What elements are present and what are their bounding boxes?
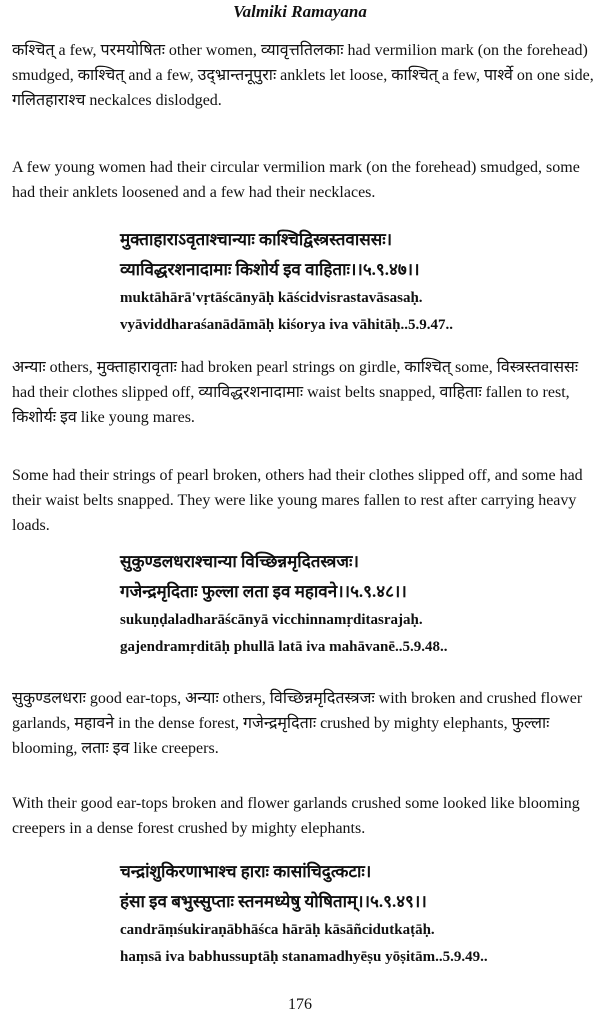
word-gloss: सुकुण्डलधराः good ear-tops, अन्याः others, विच्छिन्नमृदितस्त्रजः with broken and crushed flower garlands, महावने in the dense forest, गजेन्द्रमृदिताः crushed by mighty elephants, फुल्लाः blooming, लताः इव like creepers. [12, 690, 583, 757]
verse-5-9-49 [120, 857, 590, 971]
word-gloss: कश्चित् a few, परमयोषितः other women, व्यावृत्ततिलकाः had vermilion mark (on the forehead) smudged, काश्चित् and a few, उद्भ्रान्तनूपुराः anklets let loose, काश्चित् a few, पार्श्वे on one side, गलितहाराश्च neckalces dislodged. [12, 42, 594, 109]
verse-transliteration-line: muktāhārā'vṛtāścānyāḥ kāścidvisrastavāsasaḥ. [120, 290, 423, 306]
verse-transliteration-line: vyāviddharaśanādāmāḥ kiśorya iva vāhitāḥ..5.9.47.. [120, 317, 453, 333]
verse-transliteration-line: sukuṇḍaladharāścānyā vicchinnamṛditasrajaḥ. [120, 612, 423, 628]
verse-devanagari-line: व्याविद्धरशनादामाः किशोर्य इव वाहिताः।।५.९.४७।। [120, 260, 420, 279]
running-header: Valmiki Ramayana [233, 2, 367, 21]
page-number: 176 [288, 996, 312, 1013]
verse-devanagari-line: सुकुण्डलधराश्चान्या विच्छिन्नमृदितस्त्रजः। [120, 552, 359, 571]
verse-devanagari-line: चन्द्रांशुकिरणाभाश्च हाराः कासांचिदुत्कटाः। [120, 862, 372, 881]
verse-5-9-47 [120, 225, 590, 339]
verse-transliteration-line: gajendramṛditāḥ phullā latā iva mahāvanē..5.9.48.. [120, 639, 448, 655]
verse-devanagari-line: मुक्ताहाराऽवृताश्चान्याः काश्चिद्विस्त्रस्तवाससः। [120, 230, 393, 249]
verse-transliteration-line: haṃsā iva babhussuptāḥ stanamadhyēṣu yōṣitām..5.9.49.. [120, 949, 488, 965]
verse-transliteration-line: candrāṃśukiraṇābhāśca hārāḥ kāsāñcidutkaṭāḥ. [120, 922, 435, 938]
translation: With their good ear-tops broken and flower garlands crushed some looked like blooming creepers in a dense forest crushed by mighty elephants. [12, 795, 580, 837]
verse-5-9-48 [120, 547, 590, 661]
word-gloss: अन्याः others, मुक्ताहारावृताः had broken pearl strings on girdle, काश्चित् some, विस्त्रस्तवाससः had their clothes slipped off, व्याविद्धरशनादामाः waist belts snapped, वाहिताः fallen to rest, किशोर्यः इव like young mares. [12, 359, 579, 426]
verse-devanagari-line: हंसा इव बभुस्सुप्ताः स्तनमध्येषु योषिताम्।।५.९.४९।। [120, 892, 427, 911]
translation: A few young women had their circular vermilion mark (on the forehead) smudged, some had their anklets loosened and a few had their necklaces. [12, 159, 580, 201]
translation: Some had their strings of pearl broken, others had their clothes slipped off, and some had their waist belts snapped. They were like young mares fallen to rest after carrying heavy loads. [12, 467, 583, 534]
verse-devanagari-line: गजेन्द्रमृदिताः फुल्ला लता इव महावने।।५.९.४८।। [120, 582, 407, 601]
